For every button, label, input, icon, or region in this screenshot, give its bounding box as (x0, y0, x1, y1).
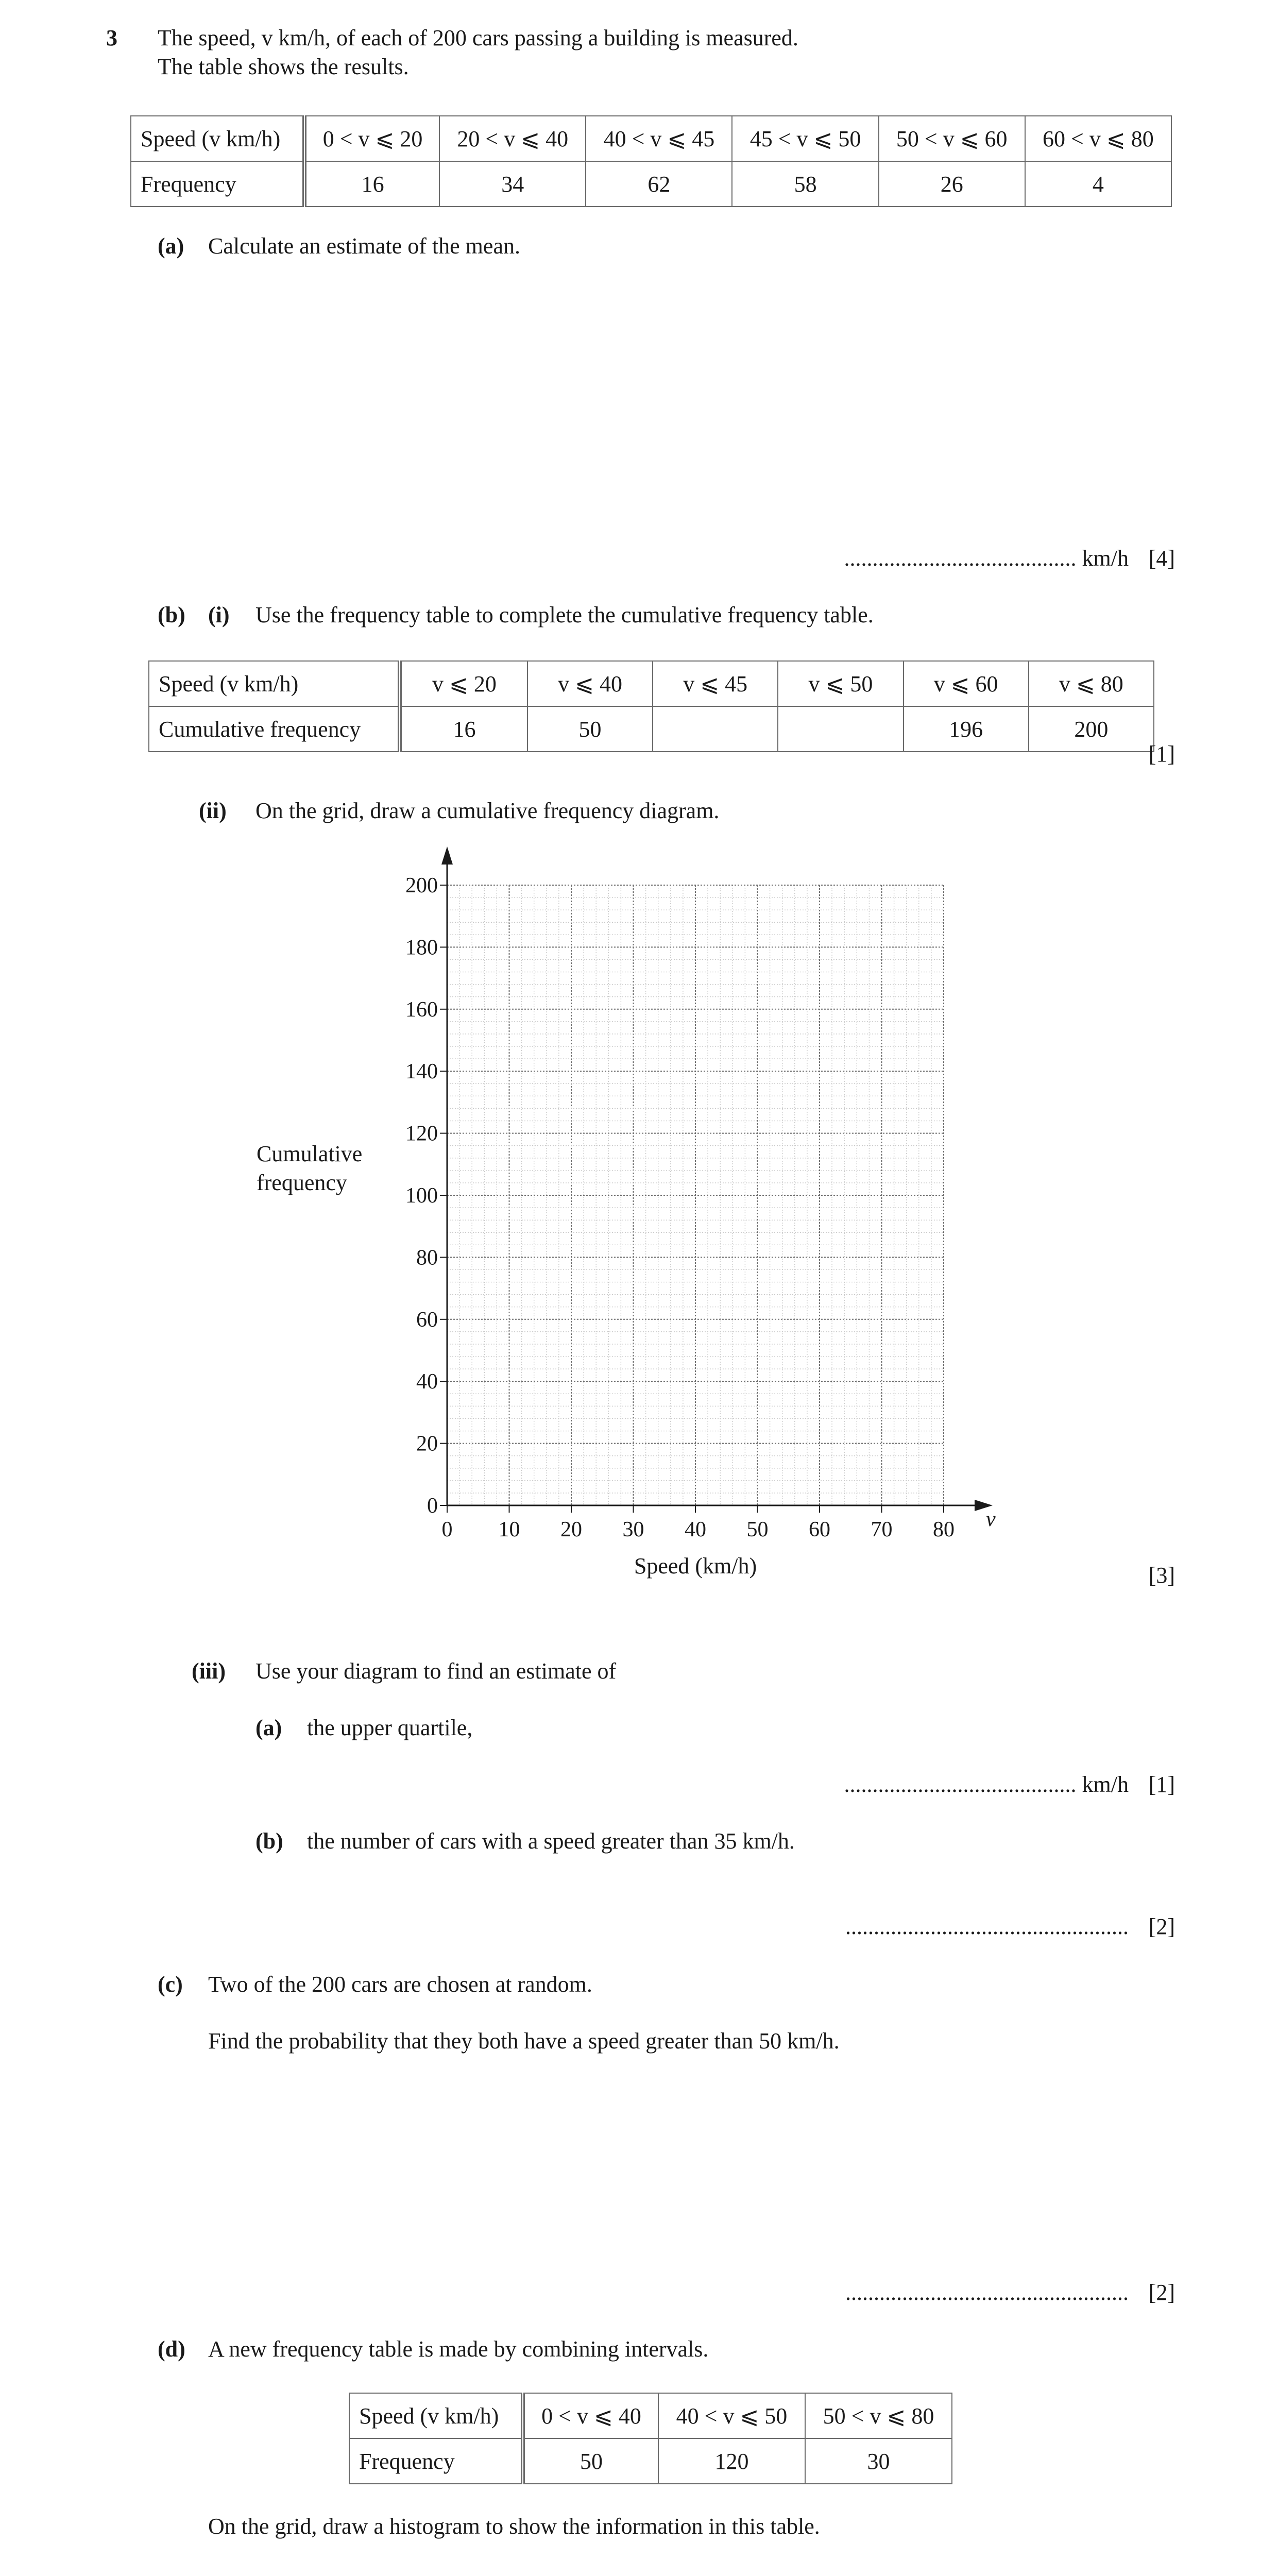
table-cell: 120 (658, 2438, 805, 2484)
part-c-marks: [2] (1148, 2280, 1175, 2305)
y-tick-label: 40 (416, 1370, 438, 1394)
part-b-ii-text: On the grid, draw a cumulative frequency diagram. (255, 798, 720, 823)
y-tick-label: 20 (416, 1432, 438, 1456)
part-b-ii-marks: [3] (1148, 1563, 1175, 1588)
table-cell: 34 (439, 161, 586, 207)
y-tick-label: 160 (405, 997, 438, 1022)
table-header-label: Speed (v km/h) (131, 116, 304, 161)
part-b-i-text: Use the frequency table to complete the cumulative frequency table. (255, 602, 874, 628)
y-tick-label: 80 (416, 1246, 438, 1270)
table-cell: 196 (904, 706, 1029, 752)
part-a-marks: [4] (1148, 546, 1175, 571)
part-a-answer-line[interactable]: ......................................... km/h (844, 546, 1129, 571)
table-cell: 30 (805, 2438, 952, 2484)
table-cell: 50 < v ⩽ 80 (805, 2393, 952, 2438)
y-tick-label: 140 (405, 1060, 438, 1084)
part-b-i-marks: [1] (1148, 741, 1175, 767)
question-number: 3 (106, 25, 117, 50)
table-cell: 60 < v ⩽ 80 (1025, 116, 1171, 161)
part-b-iii-a-marks: [1] (1148, 1772, 1175, 1797)
part-c-label: (c) (158, 1972, 183, 1997)
table-cell: 4 (1025, 161, 1171, 207)
table-cell: v ⩽ 60 (904, 661, 1029, 706)
part-b-iii-label: (iii) (192, 1658, 226, 1684)
table-cell: v ⩽ 45 (653, 661, 778, 706)
table-cell: 45 < v ⩽ 50 (732, 116, 878, 161)
x-tick-label: 20 (560, 1518, 582, 1541)
table-row-label: Frequency (349, 2438, 523, 2484)
x-tick-label: 50 (746, 1518, 769, 1541)
part-d-text-2: On the grid, draw a histogram to show the information in this table. (208, 2514, 820, 2539)
combined-frequency-table (349, 2393, 952, 2484)
y-tick-label: 120 (405, 1122, 438, 1146)
table-row-label: Frequency (131, 161, 304, 207)
x-tick-label: 40 (685, 1518, 706, 1541)
part-b-iii-a-text: the upper quartile, (307, 1715, 473, 1740)
part-d-text-1: A new frequency table is made by combining intervals. (208, 2336, 709, 2362)
table-cell: 40 < v ⩽ 50 (658, 2393, 805, 2438)
table-header-label: Speed (v km/h) (349, 2393, 523, 2438)
table-cell: 62 (586, 161, 732, 207)
table-cell: 50 (527, 706, 653, 752)
part-b-iii-b-label: (b) (255, 1828, 283, 1854)
y-tick-label: 200 (405, 874, 438, 897)
table-cell: 20 < v ⩽ 40 (439, 116, 586, 161)
table-cell: 58 (732, 161, 878, 207)
intro-line-1: The speed, v km/h, of each of 200 cars passing a building is measured. (158, 25, 798, 50)
table-row-label: Cumulative frequency (149, 706, 400, 752)
x-tick-label: 30 (622, 1518, 644, 1541)
table-cell: 0 < v ⩽ 20 (304, 116, 439, 161)
table-cell: v ⩽ 40 (527, 661, 653, 706)
x-axis-label: Speed (km/h) (634, 1553, 757, 1579)
table-header-row (349, 2393, 952, 2438)
part-c-text-2: Find the probability that they both have a speed greater than 50 km/h. (208, 2028, 840, 2054)
part-b-ii-label: (ii) (199, 798, 227, 823)
x-axis-letter: v (986, 1507, 996, 1531)
x-tick-label: 0 (441, 1518, 453, 1541)
part-c-answer-line[interactable]: .................................................. (845, 2280, 1129, 2305)
x-tick-label: 10 (498, 1518, 520, 1541)
table-row (349, 2438, 952, 2484)
table-cell: 16 (400, 706, 527, 752)
chart1-ylabel-line2: frequency (257, 1170, 347, 1195)
part-d-label: (d) (158, 2336, 185, 2362)
table-cell: v ⩽ 20 (400, 661, 527, 706)
part-b-iii-a-label: (a) (255, 1715, 282, 1740)
y-axis-arrow (441, 846, 453, 865)
y-tick-label: 0 (427, 1494, 438, 1518)
y-tick-label: 180 (405, 936, 438, 960)
part-b-iii-b-text: the number of cars with a speed greater than 35 km/h. (307, 1828, 795, 1854)
y-tick-label: 60 (416, 1308, 438, 1332)
part-b-iii-text: Use your diagram to find an estimate of (255, 1658, 617, 1684)
table-cell: 200 (1029, 706, 1154, 752)
table-cell: 50 < v ⩽ 60 (879, 116, 1025, 161)
table-cell: 16 (304, 161, 439, 207)
part-b-label: (b) (158, 602, 185, 628)
x-tick-label: 60 (809, 1518, 830, 1541)
part-a-label: (a) (158, 233, 184, 259)
table-cell: 50 (523, 2438, 658, 2484)
table-cell: 40 < v ⩽ 45 (586, 116, 732, 161)
part-c-text-1: Two of the 200 cars are chosen at random. (208, 1972, 592, 1997)
x-tick-label: 70 (871, 1518, 893, 1541)
table-header-label: Speed (v km/h) (149, 661, 400, 706)
table-cell: v ⩽ 50 (778, 661, 903, 706)
y-tick-label: 100 (405, 1184, 438, 1208)
part-b-iii-b-marks: [2] (1148, 1914, 1175, 1939)
intro-line-2: The table shows the results. (158, 54, 409, 79)
table-cell: 0 < v ⩽ 40 (523, 2393, 658, 2438)
part-a-text: Calculate an estimate of the mean. (208, 233, 520, 259)
x-tick-label: 80 (933, 1518, 955, 1541)
histogram-grid[interactable] (0, 2550, 1278, 2576)
part-b-iii-a-answer-line[interactable]: ......................................... km/h (844, 1772, 1129, 1797)
table-cell: 26 (879, 161, 1025, 207)
part-b-iii-b-answer-line[interactable]: .................................................. (845, 1914, 1129, 1939)
part-b-i-label: (i) (208, 602, 230, 628)
table-cell: v ⩽ 80 (1029, 661, 1154, 706)
chart1-ylabel-line1: Cumulative (257, 1141, 363, 1166)
